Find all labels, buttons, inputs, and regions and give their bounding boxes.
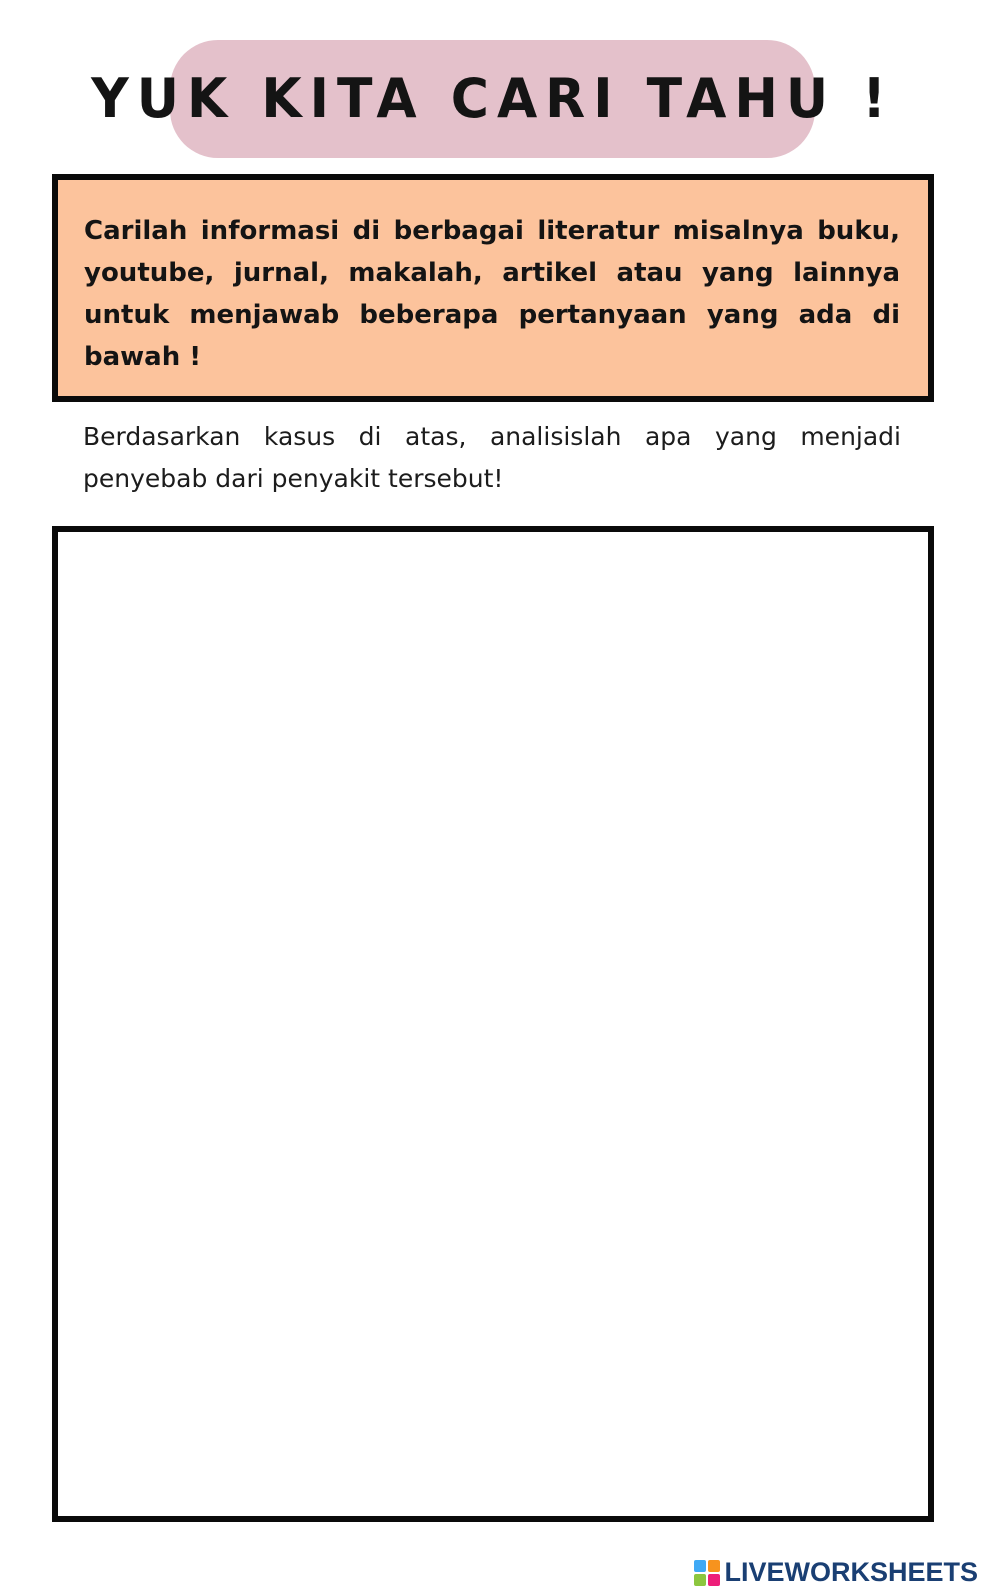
watermark-text: LIVEWORKSHEETS <box>724 1557 978 1587</box>
instruction-text: Carilah informasi di berbagai literatur misalnya buku, youtube, jurnal, makalah, artikel atau yang lainnya untuk menjawab beberapa pertanyaan yang ada di bawah ! <box>84 216 900 372</box>
logo-square-3 <box>694 1574 706 1586</box>
page-title: YUK KITA CARI TAHU ! <box>91 67 894 131</box>
logo-square-4 <box>708 1574 720 1586</box>
title-banner <box>91 40 894 158</box>
logo-square-1 <box>694 1560 706 1572</box>
liveworksheets-logo-icon <box>694 1560 720 1586</box>
instruction-box <box>52 174 934 402</box>
logo-square-2 <box>708 1560 720 1572</box>
liveworksheets-watermark <box>694 1557 978 1588</box>
answer-box[interactable] <box>52 526 934 1522</box>
question-text: Berdasarkan kasus di atas, analisislah apa yang menjadi penyebab dari penyakit tersebut! <box>83 422 901 493</box>
